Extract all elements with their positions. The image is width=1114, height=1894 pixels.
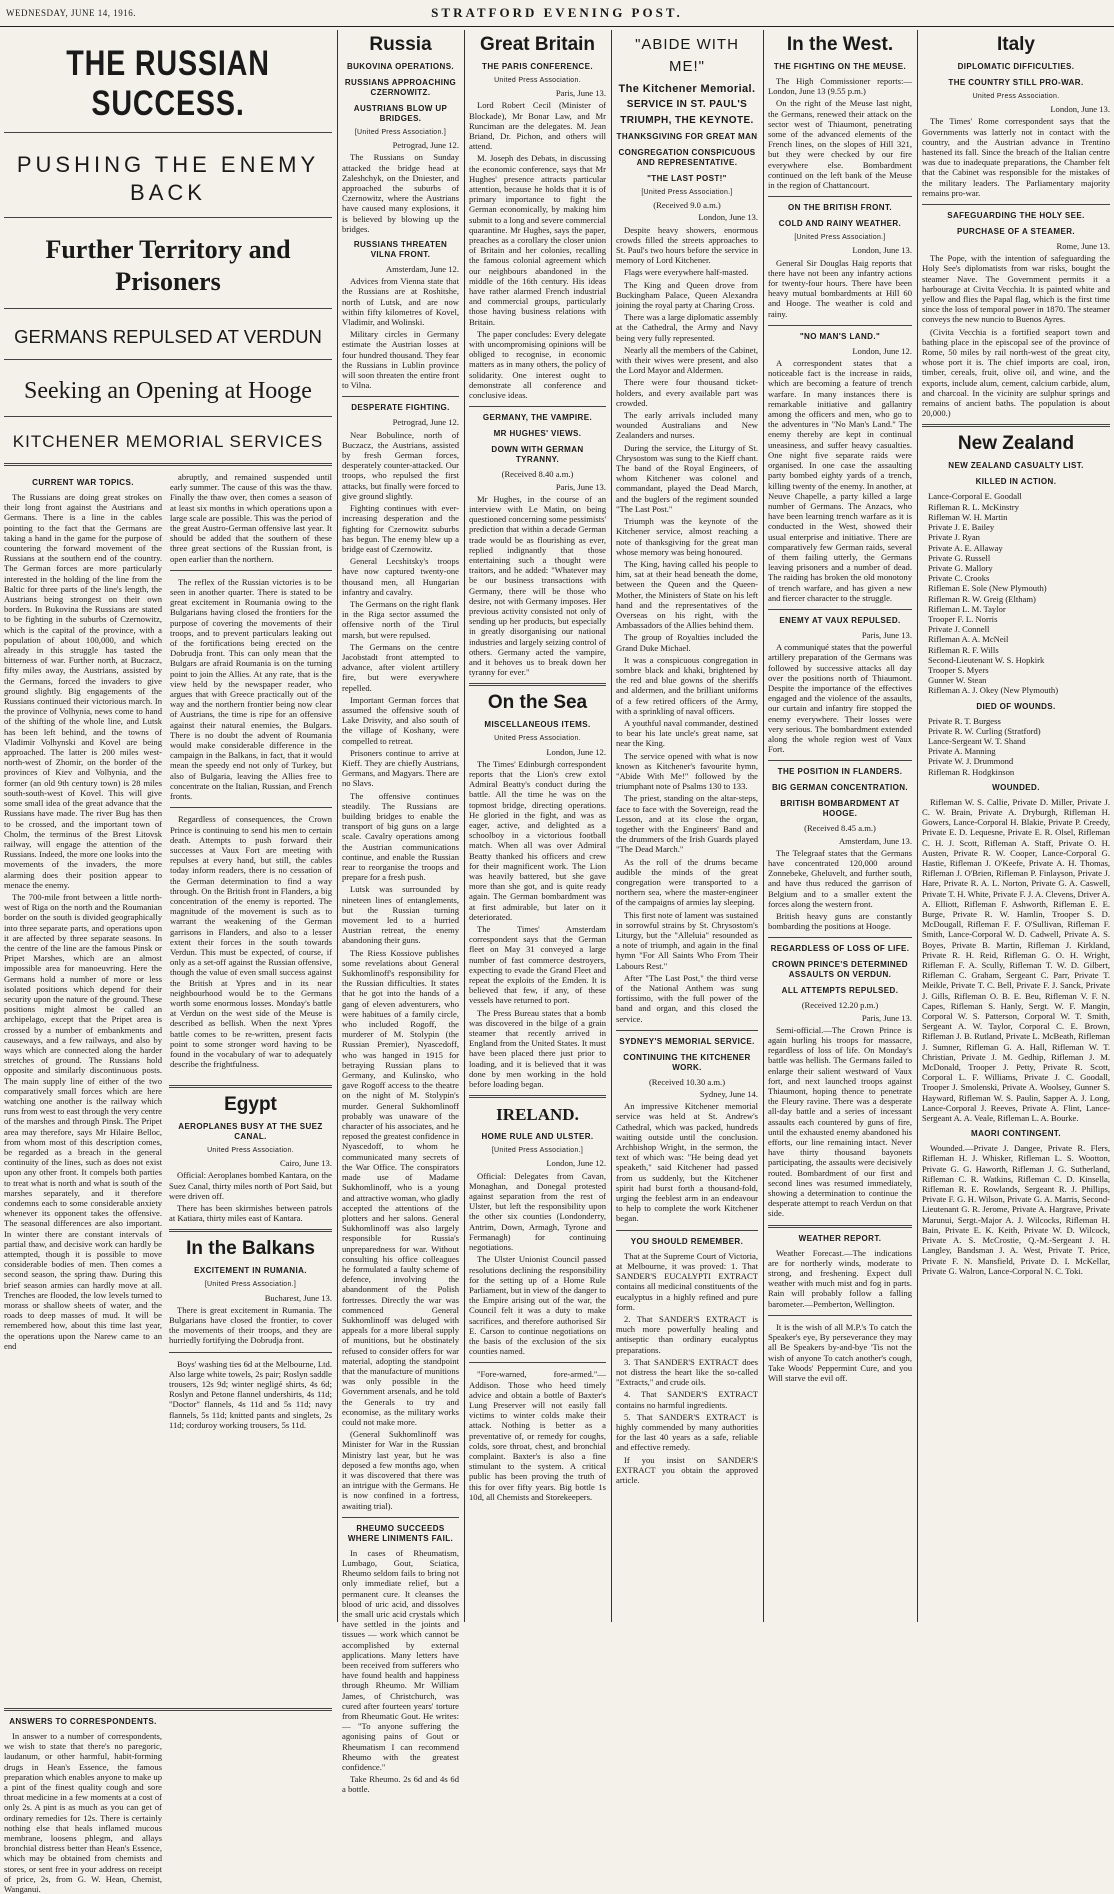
subheading: THE POSITION IN FLANDERS. — [777, 767, 903, 777]
article-paragraph: A communiqué states that the powerful artillery preparation of the Germans was followed by successive attacks all day over the positions north of Thiaumont. Despite the importance of the effectives engaged and the violence of the assaults, our curtain and infantry fire stopped the enemy everywhere. Their losses were very serious. The bombardment extended along the whole region west of Vaux Fort. — [768, 642, 912, 755]
subheading: SYDNEY'S MEMORIAL SERVICE. — [619, 1036, 755, 1046]
headline-hooge: Seeking an Opening at Hooge — [24, 378, 312, 404]
article-paragraph: M. Joseph des Debats, in discussing the economic conference, says that Mr Hughes' presence attracts particular attention, because he holds that it is of primary importance to fight the German economically, by making him submit to a long and severe commercial quarantine. Mr Hughes, says the paper, preaches as a corollary the closer union of Britain and her colonies, recalling the famous colonial agreement which our neighbours abandoned in the middle of the 16th century. His ideas have rather alarmed French industrial and commercial groups, particularly those having business relations with Britain. — [469, 153, 606, 327]
article-paragraph: There is great excitement in Rumania. The Bulgarians have closed the frontier, to cover the movements of their troops, and they are hurriedly fortifying the Dobrudja front. — [169, 1304, 332, 1346]
wire-credit: United Press Association. — [494, 735, 581, 743]
answers-text: In answer to a number of correspondents, we wish to state that there's no paregoric, laudanum, or other harmful, habit-forming drugs in Hean's Essence, the famous preparation which enables anyone to make up a pint of the finest quality cough and sore throat medicine in a few moments at a cost of only 2s. A pint is as much as you can get of ordinary remedies for 12s. There is certainly nothing else that heals inflamed mucous membrane, loosens phlegm, and allays bronchial distress better than Hean's Essence, which may be obtained from chemists and stores, or sent free in your address on receipt of price, 2s, from G. W. Hean, Chemist, Wanganui. — [4, 1731, 162, 1894]
dateline: Cairo, June 13. — [279, 1158, 332, 1169]
casualty-entry: Private J. E. Bailey — [928, 522, 995, 533]
subheading: AEROPLANES BUSY AT THE SUEZ CANAL. — [178, 1122, 323, 1141]
casualty-entry: Private G. Mallory — [928, 562, 993, 573]
subheading: RUSSIANS APPROACHING CZERNOWITZ. — [344, 78, 457, 97]
article-paragraph: British heavy guns are constantly bombarding the positions at Hooge. — [768, 911, 912, 932]
subheading: THE PARIS CONFERENCE. — [482, 62, 593, 71]
dateline: Paris, June 13. — [861, 1012, 912, 1023]
subheading: GERMANY, THE VAMPIRE. — [482, 413, 593, 423]
subheading: PURCHASE OF A STEAMER. — [957, 227, 1075, 237]
headline-further-territory: Further Territory and Prisoners — [45, 235, 291, 296]
russia-column — [342, 30, 459, 1795]
article-paragraph: Prisoners continue to arrive at Kieff. They are chiefly Austrians, Germans, and Magyars. There are no Slavs. — [342, 747, 459, 789]
advert-text: 5. That SANDER'S EXTRACT is highly commended by many authorities for the last 40 years as a safe, reliable and effective remedy. — [616, 1411, 758, 1453]
casualty-entry: Private W. J. Drummond — [928, 756, 1014, 767]
casualty-entry: Private G. Russell — [928, 552, 991, 563]
article-paragraph: Military circles in Germany estimate the Austrian losses at four hundred thousand. They fear the Russians in Lublin province will soon threaten the entire front to Vilna. — [342, 329, 459, 391]
article-paragraph: Regardless of consequences, the Crown Prince is continuing to send his men to certain death. Attempts to push forward their successes at Vaux Fort are meeting with repulses at every hand, but still, the cables today inform readers, there is no cessation of the German determination to find a way through. On the British front in Flanders, a big concentration of the enemy is reported. The magnitude of the movement is such as to warrant the weakening of the German garrisons in Flanders, and also to a lesser extent their forces in the south towards Verdun. This must be expected, of course, if only as a set-off against the Russian offensive, though the value of even small success against the British at Ypres and in its near neighbourhood would be to the Germans worth some enormous losses. Monday's battle at Verdun on the west side of the Meuse is described as bellish. When the next Ypres battle comes to be re-written, present facts point to some stronger word having to be found in the vocabulary of war to adequately describe the frightfulness. — [170, 814, 332, 1070]
issue-date: WEDNESDAY, JUNE 14, 1916. — [6, 8, 137, 18]
wounded-list: Rifleman W. S. Callie, Private D. Miller, Private J. C. W. Brain, Private A. Dryburgh, Rifleman H. Gowers, Lance-Corporal H. Blakie, Private P. Creedy, Private E. D. Lequesne, Private E. R. Olsel, Rifleman C. H. J. Scott, Rifleman A. Staff, Private O. H. Austen, Private R. W. Cooper, Lance-Corporal G. Hastie, Rifleman J. O'Keefe, Private A. H. Thomas, Rifleman J. O'Brien, Rifleman P. Finlayson, Private J. Hare, Private R. A. L. Norton, Private G. A. Caswell, Private T. H. White, Private F. J. A. Clevens, Driver A. A. Elliott, Rifleman F. Ashworth, Rifleman E. E. Burge, Private R. W. Hamlin, Trooper S. D. McDougall, Rifleman F. F. O'Sullivan, Rifleman F. Smith, Lance-Corporal W. D. Cadwell, Private A. S. Boyes, Private B. Martin, Rifleman J. Kirkland, Private R. H. Reid, Rifleman G. O. H. Wright, Rifleman F. A. Scully, Rifleman T. W. D. Gilbert, Rifleman C. Graham, Sergeant C. Parr, Private T. Meikle, Private T. C. Bell, Private F. J. Sanck, Private J. Gills, Rifleman O. B. E. Beu, Rifleman V. F. N. Capes, Rifleman S. Hanly, Sergt. W. F. Mangin, Corporal W. S. Patterson, Corporal W. T. Smith, Sergeant A. W. Taylor, Corporal C. E. Brown, Rifleman J. B. Rutland, Private L. McBeath, Rifleman J. Sumner, Rifleman G. A. Hall, Rifleman W. T. Christian, Private J. M. Gedhip, Rifleman J. M. McDonald, Trooper J. Petty, Private R. Scott, Corporal L. F. Williams, Private J. C. Goodall, Trooper J. Smolenski, Private A. Woolsey, Gunner S. Hayward, Rifleman W. S. Paulin, Sapper A. J. Long, Lance-Corporal J. Reeves, Private A. Flint, Lance-Sergeant A. A. Veale, Rifleman L. A. Bourke. — [922, 796, 1110, 1124]
answers-heading: ANSWERS TO CORRESPONDENTS. — [9, 1717, 157, 1726]
wire-credit: [United Press Association.] — [641, 189, 733, 196]
subheading: The Kitchener Memorial. — [618, 83, 756, 95]
article-paragraph: The Germans on the right flank in the Riga sector assumed the offensive north of the Tirul marsh, but were repulsed. — [342, 598, 459, 640]
wire-credit: United Press Association. — [207, 1147, 294, 1154]
britain-column — [469, 30, 606, 1622]
subheading: MAORI CONTINGENT. — [971, 1129, 1061, 1139]
casualty-entry: Rifleman R. F. Wills — [928, 644, 999, 655]
article-paragraph: The reflex of the Russian victories is to be seen in another quarter. There is stated to be great excitement in Roumania owing to the Bulgarians having closed the frontiers for the purpose of covering the movements of their troops, and to prevent particulars leaking out of the fortifications being erected on the Dobrudja front. This can only mean that the Bulgars are afraid Roumania is on the turning point to join the Allies. At any rate, that is the view held by the newspaper reader, who argues that with Greece practically out of the way and the northern frontier being now clear of Austrians, the time is ripe for an offensive against their natural enemies, the Bulgars. There is no doubt the advent of Roumania would make considerable difference in the campaign in the Balkans, in fact, that it would mean the speedy end not only of Turkey, but also of Bulgaria, leaving the Allies free to concentrate on the Italian, Russian, and French fronts. — [170, 576, 332, 802]
column-rule — [464, 30, 465, 1622]
masthead — [0, 0, 1114, 27]
dateline: Amsterdam, June 12. — [385, 264, 459, 275]
casualty-entry: Private J. Ryan — [928, 532, 980, 543]
casualty-entry: Rifleman W. H. Martin — [928, 511, 1008, 522]
subheading: COLD AND RAINY WEATHER. — [778, 219, 902, 229]
advert-text: 3. That SANDER'S EXTRACT does not distress the heart like the so-called "Extracts," and crude oils. — [616, 1356, 758, 1388]
advert-text: In cases of Rheumatism, Lumbago, Gout, Sciatica, Rheumo seldom fails to bring not only immediate relief, but a permanent cure. It cleanses the blood of uric acid, and dissolves the small uric acid crystals which have settled in the joints and tissues — work which cannot be accomplished by external applications. Many letters have been received from sufferers who have found health and happiness through Rheumo. Mr William James, of Christchurch, was cured after fourteen years' torture from Rheumatic Gout. He writes: — "To anyone suffering the agonising pains of Gout or Rheumatism I can recommend Rheumo with the greatest confidence." — [342, 1547, 459, 1773]
article-paragraph: Official: Delegates from Cavan, Monaghan, and Donegal protested against separation from the rest of Ulster, but left the responsibility upon the other six counties (Londonderry, Antrim, Down, Armagh, Tyrone and Fermanagh) for continuing negotiations. — [469, 1170, 606, 1253]
subheading: TRIUMPH, THE KEYNOTE. — [620, 115, 754, 126]
subheading: SAFEGUARDING THE HOLY SEE. — [947, 211, 1085, 221]
dateline: Rome, June 13. — [1056, 241, 1110, 252]
article-paragraph: The High Commissioner reports:— London, June 13 (9.55 p.m.) — [768, 76, 912, 97]
received-time: (Received 9.0 a.m.) — [653, 200, 721, 211]
section-title-on-the-sea: On the Sea — [487, 692, 588, 714]
dateline: London, June 13. — [698, 212, 758, 223]
headline-germans-repulsed: GERMANS REPULSED AT VERDUN — [14, 326, 322, 347]
advert-heading: YOU SHOULD REMEMBER. — [630, 1236, 744, 1246]
section-title-balkans: In the Balkans — [186, 1238, 315, 1260]
article-paragraph: General Lecshitsky's troops have now captured twenty-one thousand men, all Hungarian infantry and cavalry. — [342, 556, 459, 597]
article-paragraph: The Ulster Unionist Council passed resolutions declining the responsibility for the setting up of a Home Rule Parliament, but in view of the danger to the Empire arising out of the war, the Council felt it was a duty to make sacrifices, and therefore authorised Sir E. Carson to continue negotiations on the basis of the exclusion of the six counties named. — [469, 1254, 606, 1357]
article-paragraph: Near Bobulince, north of Buczacz, the Austrians, assisted by fresh German forces, desperately counter-attacked. Our troops, who repulsed the first attacks, but finally were forced to give ground slightly. — [342, 429, 459, 501]
dateline: London, June 12. — [852, 345, 912, 356]
casualty-entry: Rifleman R. W. Greig (Eltham) — [928, 593, 1036, 604]
subheading: CONGREGATION CONSPICUOUS AND REPRESENTATIVE. — [618, 148, 756, 167]
section-title-egypt: Egypt — [224, 1094, 277, 1115]
article-paragraph: This first note of lament was sustained in sorrowful strains by St. Chrysostom's Liturgy, but the "Alleluia" resounded as a note of triumph, and again in the final hymn "For All Saints Who From Their Labours Rest." — [616, 909, 758, 971]
casualty-entry: Rifleman L. M. Taylor — [928, 603, 1006, 614]
dateline: London, June 13. — [1050, 104, 1110, 115]
article-paragraph: The service opened with what is now known as Kitchener's favourite hymn, "Abide With Me!" followed by the triumphant note of Psalms 130 to 133. — [616, 750, 758, 792]
subheading: MISCELLANEOUS ITEMS. — [484, 720, 591, 730]
subheading: THE COUNTRY STILL PRO-WAR. — [948, 78, 1084, 87]
died-list — [922, 716, 1110, 777]
article-paragraph: It was a conspicuous congregation in sombre black and khaki, brightened by the red and blue gowns of the sheriffs and aldermen, and the brilliant uniforms of a few retired officers of the Army, with a sprinkling of naval officers. — [616, 654, 758, 716]
received-time: (Received 8.45 a.m.) — [804, 823, 876, 834]
article-paragraph: The Germans on the centre Jacobstadt front attempted to advance, after violent artillery fire, but were everywhere repelled. — [342, 641, 459, 693]
article-paragraph: The Telegraaf states that the Germans have concentrated 120,000 around Zonnebeke, Gheluvelt, and further south, and have thus reduced the garrison of Belgium and to a smaller extent the forces along the western front. — [768, 847, 912, 909]
wire-credit: [United Press Association.] — [491, 1147, 584, 1155]
article-paragraph: The priest, standing on the altar-steps, face to face with the Sovereign, read the Lesson, and at its close the organ, together with the Engineers' Band and the drummers of the Irish Guards played "The Dead March." — [616, 793, 758, 855]
article-paragraph: Weather Forecast.—The indications are for northerly winds, moderate to strong, and freshening. Expect dull weather with much mist and fog in parts. Rain will probably follow a falling barometer.—Pemberton, Wellington. — [768, 1247, 912, 1309]
wire-credit: United Press Association. — [494, 77, 581, 84]
dateline: London, June 12. — [546, 1158, 606, 1169]
casualty-entry: Rifleman A. A. McNeil — [928, 634, 1009, 645]
subheading: NEW ZEALAND CASUALTY LIST. — [948, 461, 1084, 471]
article-paragraph: Lord Robert Cecil (Minister of Blockade), Mr Bonar Law, and Mr Runciman are the delegates. M. Jean Briand, Dr. Pichon, and others will attend. — [469, 100, 606, 152]
subheading: REGARDLESS OF LOSS OF LIFE. — [770, 944, 910, 954]
subheading: HOME RULE AND ULSTER. — [481, 1132, 594, 1142]
subheading: "NO MAN'S LAND." — [799, 331, 881, 341]
subheading: DOWN WITH GERMAN TYRANNY. — [491, 445, 584, 465]
war-topics-column-a — [4, 472, 162, 1702]
headline-pushing-enemy: PUSHING THE ENEMY BACK — [16, 152, 320, 205]
subheading: DIED OF WOUNDS. — [976, 701, 1056, 711]
italy-nz-column — [922, 30, 1110, 1622]
article-paragraph: Lutsk was surrounded by nineteen lines of entanglements, but the Russian turning movement led to a hurried Austrian retreat, the enemy abandoning their guns. — [342, 884, 459, 946]
casualty-entry: Lance-Corporal E. Goodall — [928, 491, 1022, 502]
article-paragraph: (Civita Vecchia is a fortified seaport town and bathing place in the episcopal see of the province of Rome, 50 miles by rail north-west of the great city, whose port it is. The chief imports are coal, iron, timber, cereals, fruit, olive oil, and wine, and the exports, include alum, cement, calcium carbide, alum, and charcoal. In the vicinity are sulphur springs and remains of ancient baths. The population is about 20,000.) — [922, 326, 1110, 419]
article-paragraph: On the right of the Meuse last night, the Germans, renewed their attack on the sector west of Thiaumont, penetrating some of the advanced elements of the French lines, on the slopes of Hill 321, but they were checked by our fire everywhere else. Bombardment continued on the left bank of the Meuse in the region of Chattancourt. — [768, 98, 912, 191]
article-paragraph: Mr Hughes, in the course of an interview with Le Matin, on being questioned concerning some pessimists' prediction that within a decade German trade would be as flourishing as ever, replied indignantly that those entertaining such a thought were traitors, and he added: "Whatever may be our business transactions with Germany, there will be those who desire, not with Germany imposes. Her previous activity consisted not only of sending up her products, but especially in greatly disorganising our national industries and largely seizing control of others. Germany acted the vampire, and it behoves us to break down her tyranny for ever." — [469, 493, 606, 678]
maori-list: Wounded.—Private J. Dangee, Private R. Flers, Rifleman H. J. Whisker, Rifleman L. S. Wootton, Private G. G. Haworth, Rifleman J. G. Sutherland, Rifleman C. R. Watkins, Rifleman C. D. Kinsella, Rifleman R. E. Rowlands, Sergeant R. J. Phillips, Private F. G. H. Wilson, Private G. A. Marris, Second-Lieutenant G. R. Jerome, Private A. Hargrave, Private Marunui, Sergt.-Major A. J. Wilcocks, Rifleman H. Bain, Private E. K. Keith, Private W. D. Wilcock, Private A. S. McCrostie, Q.-M.-Sergeant J. H. Langley, Bandsman J. A. West, Private T. Price, Private F. N. Mansfield, Private D. I. McKellar, Private G. Walron, Lance-Corporal N. C. Toki. — [922, 1143, 1110, 1276]
egypt-balkans-column — [169, 1085, 332, 1622]
subheading: MR HUGHES' VIEWS. — [493, 429, 582, 439]
casualty-entry: Lance-Sergeant W. T. Shand — [928, 735, 1026, 746]
column-rule — [611, 30, 612, 1622]
article-paragraph: Official: Aeroplanes bombed Kantara, on the Suez Canal, thirty miles north of Port Said, but were driven off. — [169, 1170, 332, 1201]
article-paragraph: The offensive continues steadily. The Russians are building bridges to enable the transport of big guns on a large scale. Cavalry operations among the Austrian communications continue, and enable the Russian rear to reorganise the troops and prepare for a fresh push. — [342, 790, 459, 883]
advert-text: Take Rheumo. 2s 6d and 4s 6d a bottle. — [342, 1774, 459, 1795]
received-time: (Received 12.20 p.m.) — [801, 1000, 879, 1011]
subheading: EXCITEMENT IN RUMANIA. — [194, 1266, 307, 1276]
article-paragraph: The Russians on Sunday attacked the bridge head at Zaleshchyk, on the Dniester, and approached the suburbs of Czernowitz, where the Austrians have caused many explosions, it is believed by blowing up the bridges. — [342, 152, 459, 234]
casualty-entry: Trooper S. Myers — [928, 664, 989, 675]
dateline: Paris, June 13. — [555, 88, 606, 99]
wire-credit: [United Press Association.] — [354, 129, 447, 136]
wire-credit: [United Press Association.] — [204, 1281, 297, 1289]
subheading: BIG GERMAN CONCENTRATION. — [771, 783, 909, 793]
article-paragraph: Triumph was the keynote of the Kitchener service, almost reaching a note of thanksgiving for the great man whose memory was being honoured. — [616, 516, 758, 557]
dateline: Paris, June 13. — [861, 629, 912, 640]
casualty-entry: Second-Lieutenant W. S. Hopkirk — [928, 654, 1045, 665]
killed-list — [922, 491, 1110, 695]
dateline: Petrograd, June 12. — [392, 140, 459, 151]
dateline: Petrograd, June 12. — [392, 417, 459, 428]
subheading: ENEMY AT VAUX REPULSED. — [779, 615, 901, 625]
advert-text: 2. That SANDER'S EXTRACT is much more powerfully healing and antiseptic than ordinary eucalyptus preparations. — [616, 1313, 758, 1355]
casualty-entry: Rifleman R. L. McKinstry — [928, 501, 1019, 512]
article-paragraph: The Russians are doing great strokes on their long front against the Austrians and Germans. There is a line in the cables pointing to the fact that the Germans are taking a hand in the game for the purpose of countering the forward movement of the Russians at the southern end of the country. The German forces are more particularly interested in the holding of the line from the Baltic for three parts of the line's length, the Austrians being strongest on their own borders. In Bukovina the Russians are stated to be fighting in the suburbs of Czernowitz, which is the capital of the province, with a population of about 100,000, and which already in this struggle has tasted the bitterness of war. Further north, at Buczacz, fifty miles away, the Austrians, assisted by the Germans, forced the invaders to give ground slightly. Big engagements of the Russians continued their victorious march. In the province of Volhynia, news come to hand of the shifting of the whole line, and Lutsk has been left behind, and the towns of Vladimir Volhynski and Kovel are being approached. The latter is 200 miles west-north-west of Zhomir, on the border of the provinces of Kiev and Volhynia, and the former (an old 9th century town) is 28 miles south-south-west of Kovel. This will give some small idea of the great advance that the Russians have made. The river Bug has then to be crossed, and the important town of Cholm, the terminus of the Brest Litovsk railway, will engage the attention of the Russians. Indeed, the more one looks into the movements of the invaders, the more alarming does their position appear to menace the enemy. — [4, 492, 162, 890]
article-paragraph: The Pope, with the intention of safeguarding the Holy See's diplomatists from war risks, bought the steamer Nave. The Government permits it a harbourage at Civita Vecchia. It is painted white and yellow and flies the Papal flag, which is the first time since the loss of temporal power in 1870. The steamer conveys the new nuncio to Buenos Ayres. — [922, 253, 1110, 325]
subheading: RUSSIANS THREATEN VILNA FRONT. — [353, 240, 448, 260]
casualty-entry: Private C. Crooks — [928, 573, 990, 584]
dateline: Amsterdam, June 13. — [838, 835, 912, 846]
war-topics-heading: CURRENT WAR TOPICS. — [32, 478, 134, 487]
section-title-italy: Italy — [996, 34, 1036, 55]
article-paragraph: As the roll of the drums became audible the minds of the great congregation were transported to a northern sea, where the master-engineer of the campaigns of armies lay sleeping. — [616, 856, 758, 908]
casualty-entry: Gunner W. Stean — [928, 675, 987, 686]
article-paragraph: During the service, the Liturgy of St. Chrysostom was sung to the Kieff chant. The band of the Royal Engineers, of whom Kitchener was colonel and commandant, played the Dead March, and the buglers of the regiment sounded "The Last Post." — [616, 442, 758, 514]
article-paragraph: The Times' Rome correspondent says that the Governments was latterly not in contact with the country, and the Austrian advance in Trentino hastened its fall. Since the breach of the Italian centre was due to inadequate preparations, the Chamber felt that the Cabinet was responsible for the mistakes of the military leaders. The Parliamentary majority remains pro-war. — [922, 116, 1110, 198]
article-paragraph: The early arrivals included many wounded Australians and New Zealanders and nurses. — [616, 410, 758, 441]
advert-text: If you insist on SANDER'S EXTRACT you obtain the approved article. — [616, 1454, 758, 1485]
article-paragraph: An impressive Kitchener memorial service was held at St. Andrew's Cathedral, which was packed, hundreds waiting outside until the conclusion. Archbishop Wright, in the sermon, the text of which was: "He being dead yet speaketh," said Kitchener had passed from us suddenly, but the Kitchener spirit had burst forth a thousand-fold, urging the feeblest arm in an endeavour to help to complete the work Kitchener began. — [616, 1101, 758, 1224]
casualty-entry: Rifleman A. J. Okey (New Plymouth) — [928, 685, 1059, 696]
article-paragraph: A correspondent states that a noticeable fact is the increase in raids, which are becoming a feature of trench warfare. In many instances there is remarkable initiative and gallantry among the officers and men, who go to the adventures in "No Man's Land." The enemy thereby are kept in continual uneasiness, and suffer heavy casualties. One night five separate raids were organised. In one case the assaulting party bombed eighty yards of a trench, killing twenty of the enemy. In another, at Neuve Chapelle, a party killed a large number of Germans. The Anzacs, who have been learning trench warfare as it is conducted in the West, showed their usual enterprise and initiative. There are comparatively few German raids, several of them failing utterly, the Germans leaving prisoners and a number of dead. The raiding has broken the old monotony of trench warfare, and has given a new and fiercer character to the struggle. — [768, 358, 912, 603]
subheading: KILLED IN ACTION. — [975, 477, 1057, 487]
subheading: BUKOVINA OPERATIONS. — [346, 62, 455, 71]
kitchener-column — [616, 30, 758, 1622]
article-paragraph: There was a large diplomatic assembly at the Cathedral, the Army and Navy being very fully represented. — [616, 312, 758, 343]
casualty-entry: Private R. W. Curling (Stratford) — [928, 725, 1041, 736]
subheading: CROWN PRINCE'S DETERMINED ASSAULTS ON VERDUN. — [772, 960, 908, 980]
article-paragraph: The Times' Edinburgh correspondent reports that the Lion's crew extol Admiral Beatty's conduct during the battle. All the time he was on the topmost bridge, directing operations. He gloried in the fight, and was as eager, active, and delighted as a schoolboy in a victorious football match. When all was over Admiral Beatty thanked his officers and crew for their magnificent work. The Lion was heavily battered, but she gave more than she got, and is quite ready again. The German bombardment was at first admirable, but later on it deteriorated. — [469, 758, 606, 922]
section-title-west: In the West. — [786, 34, 894, 55]
article-paragraph: Nearly all the members of the Cabinet, with their wives were present, and also the Lord Mayor and Aldermen. — [616, 344, 758, 376]
article-paragraph: The Times' Amsterdam correspondent says that the German fleet on May 31 conveyed a large number of fast commerce destroyers, expecting to evade the Grand Fleet and repeat the exploits of the Emden. It is believed that few, if any, of these vessels have returned to port. — [469, 924, 606, 1006]
dateline: Paris, June 13. — [555, 481, 606, 492]
casualty-entry: Rifleman R. Hodgkinson — [928, 766, 1015, 777]
article-paragraph: (General Sukhomlinoff was Minister for War in the Russian Ministry last year, but he was deposed a few months ago, when it was discovered that there was an intrigue with the Germans. He is now confined in a fortress, awaiting trial). — [342, 1429, 459, 1511]
subheading: THE FIGHTING ON THE MEUSE. — [773, 62, 907, 71]
advert-text: That at the Supreme Court of Victoria, at Melbourne, it was proved: 1. That SANDER'S EUCALYPTI EXTRACT contains all medicinal constituents of the eucalyptus in a highly refined and pure form. — [616, 1250, 758, 1312]
section-title-britain: Great Britain — [479, 34, 596, 55]
subheading: THANKSGIVING FOR GREAT MAN — [616, 132, 758, 141]
article-paragraph: The Riess Kossiove publishes some revelations about General Sukhomlinoff's responsibility for the Russian difficulties. It states that he got into the hands of a gang of eleven adventurers, who were habitues of a family circle, who included Rogoff, the murderer of M. Stolypin (the Russian Premier), Nyascedoff, who was hanged in 1915 for betraying Russian plans to Germany, and Kulinsko, who gave Rogoff access to the theatre on the night of M. Stolypin's murder. General Sukhomlinoff probably was unaware of the character of his associates, and he reposed the greatest confidence in Nyascedoff, to whom he communicated many secrets of the War Office. The conspirators made use of Madame Sukhomlinoff, who is a young and attractive woman, who gladly accepted the attentions of the plotters and her salons. General Sukhomlinoff was also largely responsible for Russia's unpreparedness for war. Without consulting his office colleagues he formulated a faulty scheme of defence, involving the abandonment of the Polish fortresses. Directly the war was commenced General Sukhomlinoff was deluged with appeals for a more liberal supply of munitions, but he obstinately refused to consider offers for war material, adopting the standpoint that the manufacture of munitions was only possible in the Government arsenals, and he told the Generals to try and economise, as the military works could not make more. — [342, 947, 459, 1427]
article-paragraph: The 700-mile front between a little north-west of Riga on the north and the Roumanian border on the south is divided geographically into three separate parts, and operations upon it are affected by three separate seasons. In the centre of the line are the famous Pinsk or Pripet Marshes, which are an almost impossible area for manoeuvring. Here the Germans hold a number of more or less isolated positions which depend for their security upon the nature of the ground. These positions might almost be called an archipelago, except that the Pripet area is crossed by a number of embankments and causeways, and a few railways, and also by ways which are connected along the harder stretches of ground. The Russians hold opposite and similarly discontinuous posts. The main supply line of either of the two comparatively small forces which are here watching one another is the railway which runs from west to east through the very centre of the marshes and through Pinsk. The Pripet area may therefore, says Mr Hilaire Belloc, from whom most of this description comes, be regarded as a breach in the general continuity of the lines, such as does not exist upon any other front. It compels both parties to treat what is north and what is south of the marshes separately, and it therefore condemns each to some considerable anxiety whenever its opponent takes the offensive. The seasonal differences are also important. In winter there are constant intervals of partial thaw, and decisive work can hardly be attempted, though it is possible to move considerable bodies of men. Then comes a second season, the spring thaw. During this brief season armies can hardly move at all. Trenches are flooded, the low levels turned to morass or shallow sheets of water, and the roads to deep masses of mud. It will be remembered how, about this time last year, the operations upon the Narew came to an end — [4, 891, 162, 1351]
column-rule — [917, 30, 918, 1622]
received-time: (Received 8.40 a.m.) — [501, 469, 574, 480]
article-paragraph: Advices from Vienna state that the Russians are at Roshitshe, north of Lutsk, and are now within fifty kilometres of Kovel, Vladimir, and Wolinski. — [342, 276, 459, 328]
advert-text: 4. That SANDER'S EXTRACT contains no harmful ingredients. — [616, 1389, 758, 1410]
subheading: BRITISH BOMBARDMENT AT HOOGE. — [780, 799, 900, 819]
subheading: SERVICE IN ST. PAUL'S — [626, 99, 748, 110]
subheading: AUSTRIANS BLOW UP BRIDGES. — [353, 104, 448, 123]
headline-russian-success: THE RUSSIAN SUCCESS. — [66, 44, 270, 123]
dateline: London, June 13. — [852, 245, 912, 256]
advert-text: "Fore-warned, fore-armed."—Addison. Those who heed timely advice and obtain a bottle of Baxter's Lung Preserver will not easily fall victims to winter colds make their attack. Nothing is better as a preventative of, or remedy for coughs, colds, sore throat, chest, and bronchial complaint. Baxter's is also a fine stimulant to the system. A critical public has been proving the truth of this for over fifty years. Big bottle 1s 10d, all Chemists and Storekeepers. — [469, 1369, 606, 1502]
article-paragraph: Important German forces that assumed the offensive south of Lake Drisvity, and also south of the village of Koshany, were compelled to retreat. — [342, 694, 459, 746]
paper-title: STRATFORD EVENING POST. — [431, 5, 683, 20]
section-title-russia: Russia — [369, 34, 432, 55]
article-paragraph: The paper concludes: Every delegate with uncompromising opinions will be obliged to recognise, in economic matters as in many others, the policy of solidarity. One interest ought to demonstrate all conference and conclusive ideas. — [469, 328, 606, 401]
casualty-entry: Private J. Connell — [928, 624, 990, 635]
answers-section — [4, 1717, 162, 1894]
subheading: "THE LAST POST!" — [647, 174, 727, 183]
article-paragraph: Despite heavy showers, enormous crowds filled the streets approaches to St. Paul's two hours before the service in memory of Lord Kitchener. — [616, 224, 758, 266]
received-time: (Received 10.30 a.m.) — [648, 1076, 726, 1087]
article-paragraph: A youthful naval commander, destined to bear his late uncle's great name, sat near the King. — [616, 717, 758, 749]
casualty-entry: Private A. E. Allaway — [928, 542, 1003, 553]
article-paragraph: Fighting continues with ever-increasing desperation and the fighting for Czernowitz suburbs has begun. The enemy blew up a bridge east of Czernowitz. — [342, 503, 459, 554]
subheading: ON THE BRITISH FRONT. — [788, 203, 892, 213]
article-paragraph: The King and Queen drove from Buckingham Palace, Queen Alexandra joining the royal party at Charing Cross. — [616, 279, 758, 311]
article-paragraph: The Press Bureau states that a bomb was discovered in the bilge of a grain steamer that recently arrived in England from the United States. It must have been placed there just prior to loading, and it is believed that it was done by men working in the hold before loading began. — [469, 1007, 606, 1090]
dateline: London, June 12. — [546, 746, 606, 757]
column-rule — [337, 30, 338, 1622]
subheading: DESPERATE FIGHTING. — [351, 403, 450, 413]
advert-text: It is the wish of all M.P.'s To catch the Speaker's eye, By perseverance they may all Be Speakers by-and-bye 'Tis not the wish of anyone To catch another's cough, Take Woods' Peppermint Cure, and you Will starve the evil off. — [768, 1321, 912, 1383]
dateline: Sydney, June 14. — [699, 1089, 758, 1100]
section-title-abide: "ABIDE WITH ME!" — [635, 36, 739, 75]
article-paragraph: The group of Royalties included the Grand Duke Michael. — [616, 632, 758, 653]
section-title-new-zealand: New Zealand — [957, 433, 1075, 455]
advert-heading: RHEUMO SUCCEEDS WHERE LINIMENTS FAIL. — [347, 1523, 454, 1543]
article-paragraph: There has been skirmishes between patrols at Katiara, thirty miles east of Kantara. — [169, 1203, 332, 1224]
advert-text: Boys' washing ties 6d at the Melbourne, Ltd. Also large white towels, 2s pair; Roslyn saddle trousers, 12s 9d; winter negligé shirts, 4s 6d; Roslyn and Petone flannel undershirts, 4s 11d; "Doctor" flannels, 4s 11d and 5s 11d; navy flannels, 5s 11d; knitted pants and singlets, 2s 11d; corduroy working trousers, 5s 11d. — [169, 1358, 332, 1430]
subheading: WEATHER REPORT. — [798, 1233, 882, 1243]
column-rule — [763, 30, 764, 1622]
west-column — [768, 30, 912, 1622]
article-paragraph: abruptly, and remained suspended until early summer. The cause of this was the thaw. Finally the thaw over, then comes a season of at least six months in which operations upon a large scale are possible. This was the period of the great Austro-German offensive last year. It should be added that the southern of these three great sections of the Russian front, is open earlier than the northern. — [170, 472, 332, 564]
article-paragraph: The King, having called his people to him, sat at their head beneath the dome, between the Queen and the Queen-Mother, the Ministers of State on his left hand and the representatives of the Overseas on his right, with the Ambassadors of the Allies behind them. — [616, 558, 758, 631]
subheading: ALL ATTEMPTS REPULSED. — [781, 986, 899, 996]
article-paragraph: After "The Last Post," the third verse of the National Anthem was sung fortissimo, with the full power of the band and organ, and this closed the service. — [616, 972, 758, 1024]
wire-credit: United Press Association. — [972, 93, 1060, 100]
casualty-entry: Private R. T. Burgess — [928, 715, 1001, 726]
subheading: DIPLOMATIC DIFFICULTIES. — [957, 62, 1075, 71]
article-paragraph: General Sir Douglas Haig reports that there have not been any infantry actions for twenty-four hours. There have been heavy mutual bombardments at Hill 60 and Hooge. The weather is cold and rainy. — [768, 257, 912, 319]
article-paragraph: There were four thousand ticket-holders, and every available part was crowded. — [616, 377, 758, 408]
casualty-entry: Private A. Manning — [928, 746, 996, 757]
article-paragraph: Semi-official.—The Crown Prince is again hurling his troops for massacre, regardless of loss of life. On Monday's battle was hellish. The Germans failed to enlarge their salient westward of Vaux fort, and next launched troops against Thiaumont, hoping thence to penetrate the Fleury ravine. There was a desperate all-day battle and a series of incessant assaults each countered by guns of fire, until the exhausted enemy abandoned his efforts, our line remaining intact. Never have thirty thousand bayonets participating, the assaults were decisively routed. Bombardment of our first and second lines was resumed immediately, showing a determination to continue the desperate attempt to reach Verdun on that side. — [768, 1024, 912, 1219]
section-title-ireland: IRELAND. — [496, 1105, 579, 1125]
subheading: WOUNDED. — [992, 782, 1040, 792]
article-paragraph: Flags were everywhere half-masted. — [624, 267, 749, 278]
casualty-entry: Rifleman E. Sole (New Plymouth) — [928, 583, 1047, 594]
headline-kitchener-memorial: KITCHENER MEMORIAL SERVICES — [12, 432, 324, 451]
subheading: CONTINUING THE KITCHENER WORK. — [623, 1052, 751, 1072]
wire-credit: [United Press Association.] — [794, 234, 886, 242]
dateline: Bucharest, June 13. — [264, 1292, 332, 1303]
casualty-entry: Trooper F. L. Norris — [928, 613, 998, 624]
